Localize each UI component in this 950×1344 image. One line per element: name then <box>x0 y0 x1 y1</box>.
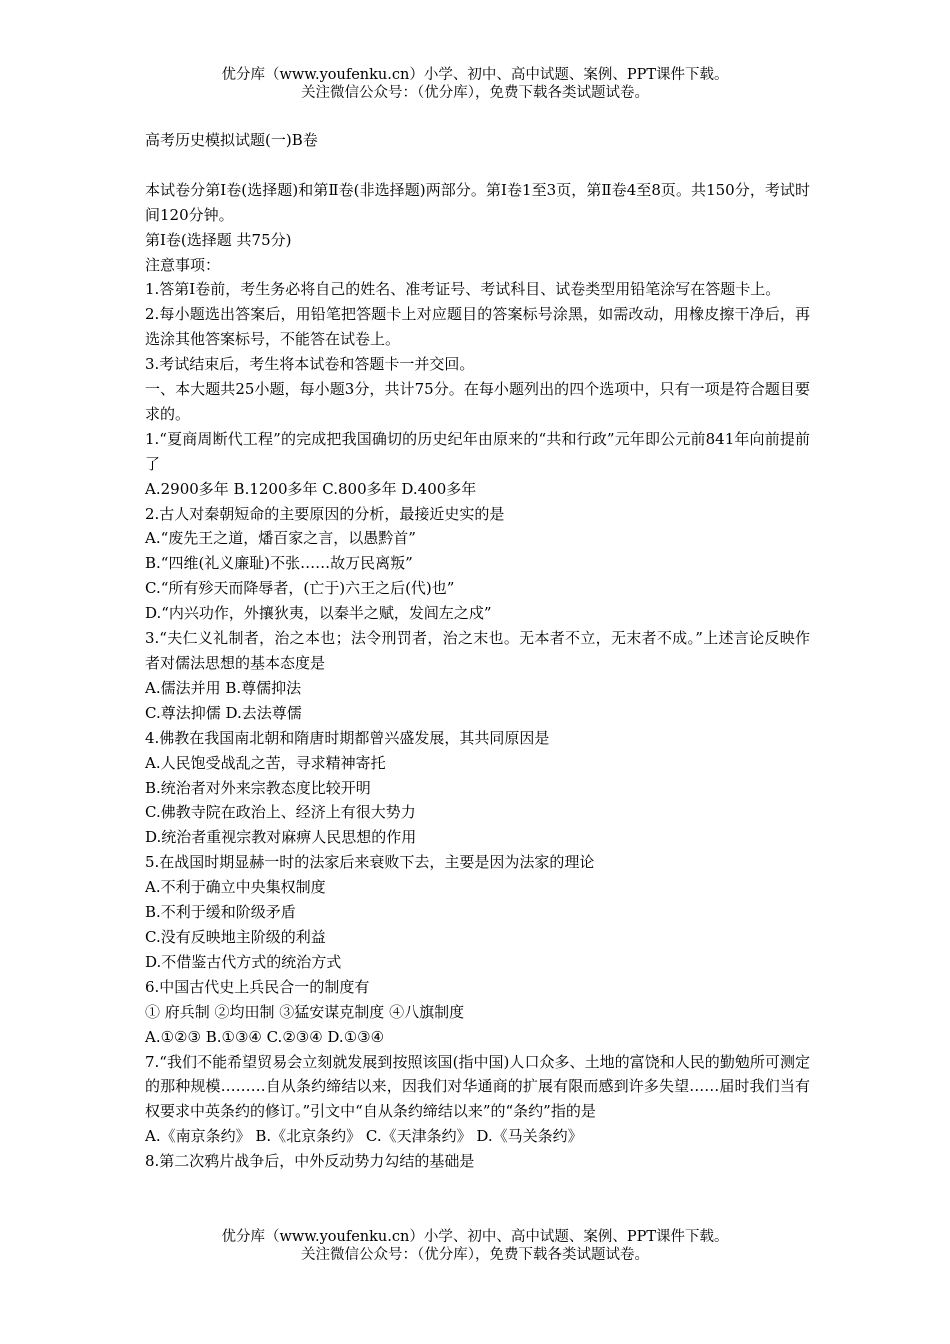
question-5: 5.在战国时期显赫一时的法家后来衰败下去，主要是因为法家的理论 <box>145 853 595 872</box>
question-2-option-b: B.“四维(礼义廉耻)不张……故万民离叛” <box>145 554 413 573</box>
question-7: 7.“我们不能希望贸易会立刻就发展到按照该国(指中国)人口众多、土地的富饶和人民的勤勉所可测定的那种规模………自从条约缔结以来，因我们对华通商的扩展有限而感到许多失望……届时我们当有权要求中英条约的修订。”引文中“自从条约缔结以来”的“条约”指的是 <box>145 1052 810 1121</box>
notice-heading: 注意事项： <box>145 255 221 274</box>
document-body <box>145 128 810 1174</box>
header-line-1: 优分库（www.youfenku.cn）小学、初中、高中试题、案例、PPT课件下载。 <box>221 67 729 83</box>
question-5-option-c: C.没有反映地主阶级的利益 <box>145 927 326 946</box>
document-title: 高考历史模拟试题(一)B卷 <box>145 131 318 149</box>
header-line-2: 关注微信公众号：（优分库），免费下载各类试题试卷。 <box>301 85 649 101</box>
question-4-option-a: A.人民饱受战乱之苦，寻求精神寄托 <box>145 753 386 772</box>
question-6-items: ① 府兵制 ②均田制 ③猛安谋克制度 ④八旗制度 <box>145 1002 465 1021</box>
question-4: 4.佛教在我国南北朝和隋唐时期都曾兴盛发展，其共同原因是 <box>145 728 550 747</box>
intro-paragraph: 本试卷分第Ⅰ卷(选择题)和第Ⅱ卷(非选择题)两部分。第Ⅰ卷1至3页，第Ⅱ卷4至8页。共150分，考试时间120分钟。 <box>145 180 810 224</box>
question-4-option-b: B.统治者对外来宗教态度比较开明 <box>145 778 371 797</box>
notice-item-3: 3.考试结束后，考生将本试卷和答题卡一并交回。 <box>145 355 475 374</box>
footer-line-2: 关注微信公众号：（优分库），免费下载各类试题试卷。 <box>301 1247 649 1263</box>
question-2-option-a: A.“废先王之道，燔百家之言，以愚黔首” <box>145 529 416 548</box>
question-7-options: A.《南京条约》 B.《北京条约》 C.《天津条约》 D.《马关条约》 <box>145 1127 583 1146</box>
question-4-option-d: D.统治者重视宗教对麻痹人民思想的作用 <box>145 828 417 847</box>
question-5-option-a: A.不利于确立中央集权制度 <box>145 878 326 897</box>
page-footer <box>0 1228 950 1264</box>
part-heading: 第Ⅰ卷(选择题 共75分) <box>145 230 292 249</box>
question-3-options-cd: C.尊法抑儒 D.去法尊儒 <box>145 703 302 722</box>
question-1: 1.“夏商周断代工程”的完成把我国确切的历史纪年由原来的“共和行政”元年即公元前841年向前提前了 <box>145 429 810 473</box>
question-2-option-c: C.“所有殄天而降辱者，(亡于)六王之后(代)也” <box>145 579 455 598</box>
question-5-option-b: B.不利于缓和阶级矛盾 <box>145 903 296 922</box>
question-8: 8.第二次鸦片战争后，中外反动势力勾结的基础是 <box>145 1152 475 1171</box>
notice-item-1: 1.答第Ⅰ卷前，考生务必将自己的姓名、准考证号、考试科目、试卷类型用铅笔涂写在答题卡上。 <box>145 280 781 299</box>
question-4-option-c: C.佛教寺院在政治上、经济上有很大势力 <box>145 803 416 822</box>
page-header <box>0 66 950 102</box>
notice-item-2: 2.每小题选出答案后，用铅笔把答题卡上对应题目的答案标号涂黑，如需改动，用橡皮擦干净后，再选涂其他答案标号，不能答在试卷上。 <box>145 305 810 349</box>
question-1-options: A.2900多年 B.1200多年 C.800多年 D.400多年 <box>145 479 477 498</box>
question-2: 2.古人对秦朝短命的主要原因的分析，最接近史实的是 <box>145 504 505 523</box>
question-5-option-d: D.不借鉴古代方式的统治方式 <box>145 952 342 971</box>
question-6-options: A.①②③ B.①③④ C.②③④ D.①③④ <box>145 1027 385 1046</box>
question-3-options-ab: A.儒法并用 B.尊儒抑法 <box>145 678 302 697</box>
question-6: 6.中国古代史上兵民合一的制度有 <box>145 977 370 996</box>
question-3: 3.“夫仁义礼制者，治之本也；法令刑罚者，治之末也。无本者不立，无末者不成。”上述言论反映作者对儒法思想的基本态度是 <box>145 629 810 673</box>
footer-line-1: 优分库（www.youfenku.cn）小学、初中、高中试题、案例、PPT课件下载。 <box>221 1229 729 1245</box>
question-2-option-d: D.“内兴功作，外攘狄夷，以秦半之赋，发闾左之戍” <box>145 604 492 623</box>
section-heading: 一、本大题共25小题，每小题3分，共计75分。在每小题列出的四个选项中，只有一项是符合题目要求的。 <box>145 380 810 423</box>
